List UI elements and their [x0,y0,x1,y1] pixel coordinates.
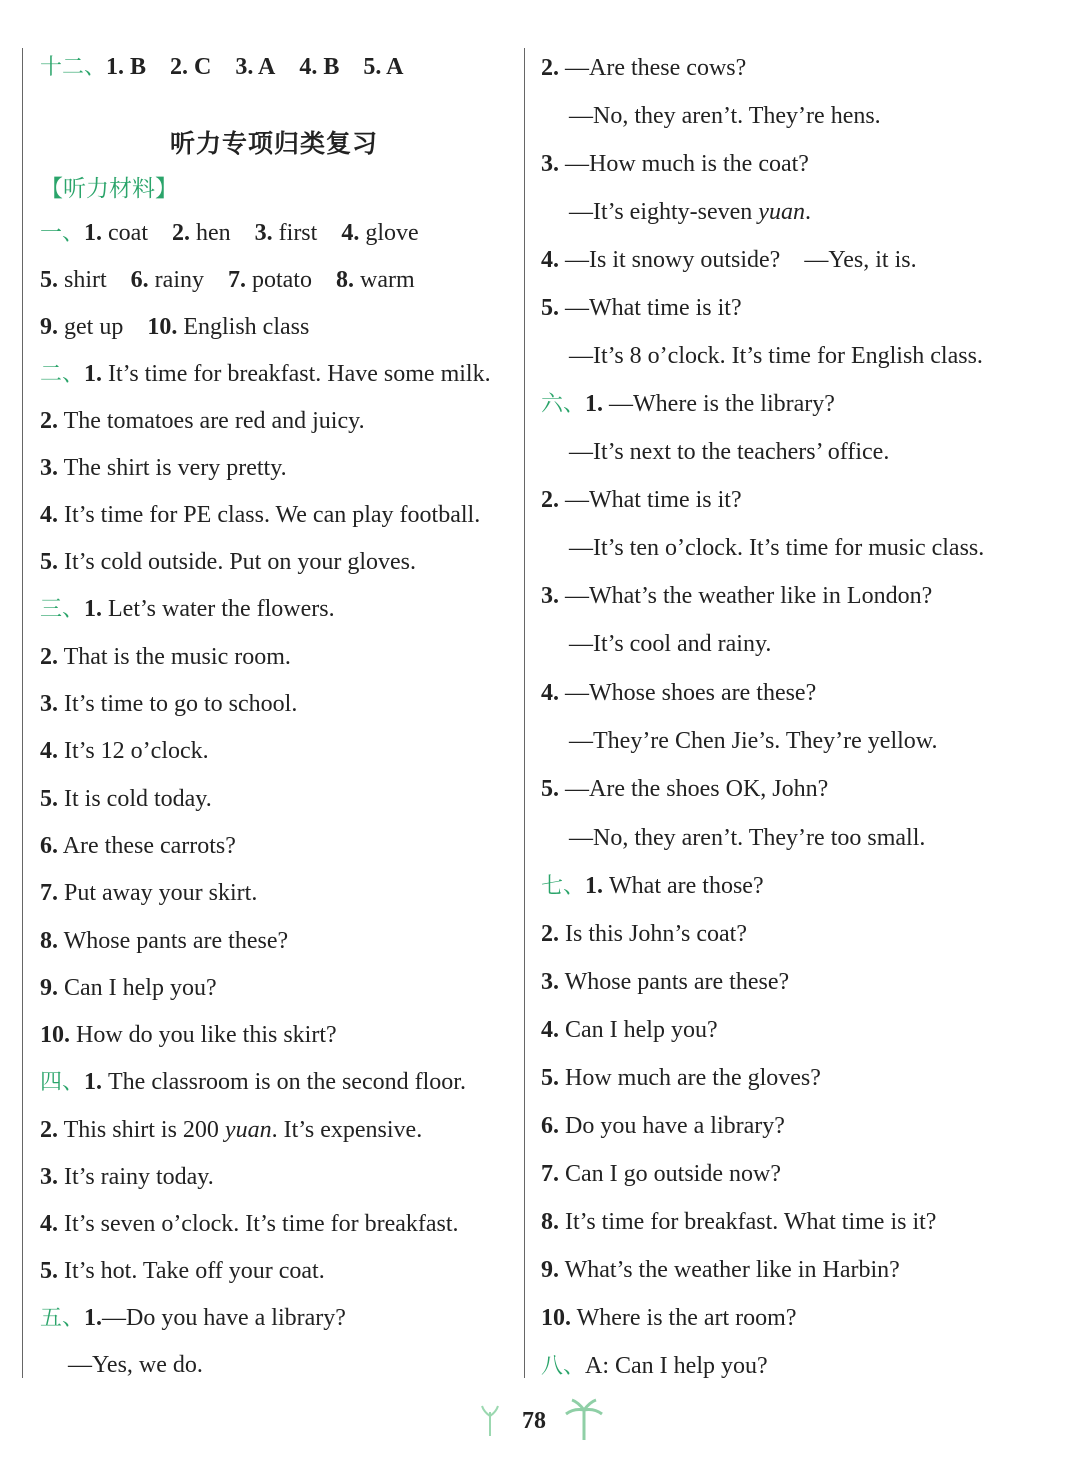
material-label: 【听力材料】 [40,176,178,202]
s3-item-8: 8. Whose pants are these? [40,928,289,954]
s5-item-4: 4. —Is it snowy outside? —Yes, it is. [541,247,917,273]
s6-item-1-q: 六、1. —Where is the library? [541,391,835,417]
s4-item-3: 3. It’s rainy today. [40,1164,214,1190]
s7-item-6: 6. Do you have a library? [541,1113,785,1139]
s3-item-3: 3. It’s time to go to school. [40,691,298,717]
s4-item-5: 5. It’s hot. Take off your coat. [40,1258,325,1284]
s7-item-9: 9. What’s the weather like in Harbin? [541,1257,900,1283]
s5-item-3-q: 3. —How much is the coat? [541,151,809,177]
s2-item-5: 5. It’s cold outside. Put on your gloves. [40,549,416,575]
s6-item-4-a: —They’re Chen Jie’s. They’re yellow. [569,728,938,754]
s4-item-2: 2. This shirt is 200 yuan. It’s expensive. [40,1117,423,1143]
s7-item-8: 8. It’s time for breakfast. What time is it? [541,1209,937,1235]
s5-item-1-a: —Yes, we do. [68,1352,203,1378]
s8-line-1: 八、A: Can I help you? [541,1353,768,1379]
s5-item-1-q: 五、1.—Do you have a library? [40,1305,346,1331]
s2-item-2: 2. The tomatoes are red and juicy. [40,408,365,434]
page-number: 78 [522,1408,546,1434]
left-margin-rule [22,48,23,1378]
s5-item-2-a: —No, they aren’t. They’re hens. [569,103,881,129]
s7-item-5: 5. How much are the gloves? [541,1065,821,1091]
s5-item-5-q: 5. —What time is it? [541,295,742,321]
s3-item-6: 6. Are these carrots? [40,833,236,859]
s5-item-2-q: 2. —Are these cows? [541,55,747,81]
s4-item-1: 四、1. The classroom is on the second floor. [40,1069,466,1095]
s7-item-1: 七、1. What are those? [541,873,764,899]
s6-item-2-a: —It’s ten o’clock. It’s time for music class. [569,535,985,561]
s7-item-4: 4. Can I help you? [541,1017,718,1043]
s7-item-2: 2. Is this John’s coat? [541,921,747,947]
s6-item-1-a: —It’s next to the teachers’ office. [569,439,890,465]
s3-item-2: 2. That is the music room. [40,644,291,670]
s2-item-4: 4. It’s time for PE class. We can play football. [40,502,481,528]
s1-row2: 5. shirt 6. rainy 7. potato 8. warm [40,267,415,293]
s1-row1: 一、1. coat 2. hen 3. first 4. glove [40,220,419,246]
s6-item-5-a: —No, they aren’t. They’re too small. [569,825,926,851]
s7-item-10: 10. Where is the art room? [541,1305,797,1331]
plant-decoration-icon [480,1398,620,1448]
s3-item-5: 5. It is cold today. [40,786,212,812]
s5-item-3-a: —It’s eighty-seven yuan. [569,199,811,225]
s3-item-10: 10. How do you like this skirt? [40,1022,337,1048]
s2-item-3: 3. The shirt is very pretty. [40,455,287,481]
s6-item-2-q: 2. —What time is it? [541,487,742,513]
page-footer [480,1398,620,1448]
s1-row3: 9. get up 10. English class [40,314,310,340]
s2-item-1: 二、1. It’s time for breakfast. Have some milk. [40,361,491,387]
s6-item-5-q: 5. —Are the shoes OK, John? [541,776,829,802]
s7-item-3: 3. Whose pants are these? [541,969,790,995]
s6-item-3-q: 3. —What’s the weather like in London? [541,583,933,609]
s6-item-4-q: 4. —Whose shoes are these? [541,680,817,706]
s7-item-7: 7. Can I go outside now? [541,1161,781,1187]
s3-item-1: 三、1. Let’s water the flowers. [40,596,335,622]
s4-item-4: 4. It’s seven o’clock. It’s time for breakfast. [40,1211,459,1237]
s6-item-3-a: —It’s cool and rainy. [569,631,772,657]
s3-item-4: 4. It’s 12 o’clock. [40,738,209,764]
s3-item-9: 9. Can I help you? [40,975,217,1001]
section-title: 听力专项归类复习 [170,129,379,158]
s5-item-5-a: —It’s 8 o’clock. It’s time for English class. [569,343,983,369]
s3-item-7: 7. Put away your skirt. [40,880,258,906]
answer-line-12: 十二、1. B 2. C 3. A 4. B 5. A [40,54,404,80]
column-divider [524,48,525,1378]
